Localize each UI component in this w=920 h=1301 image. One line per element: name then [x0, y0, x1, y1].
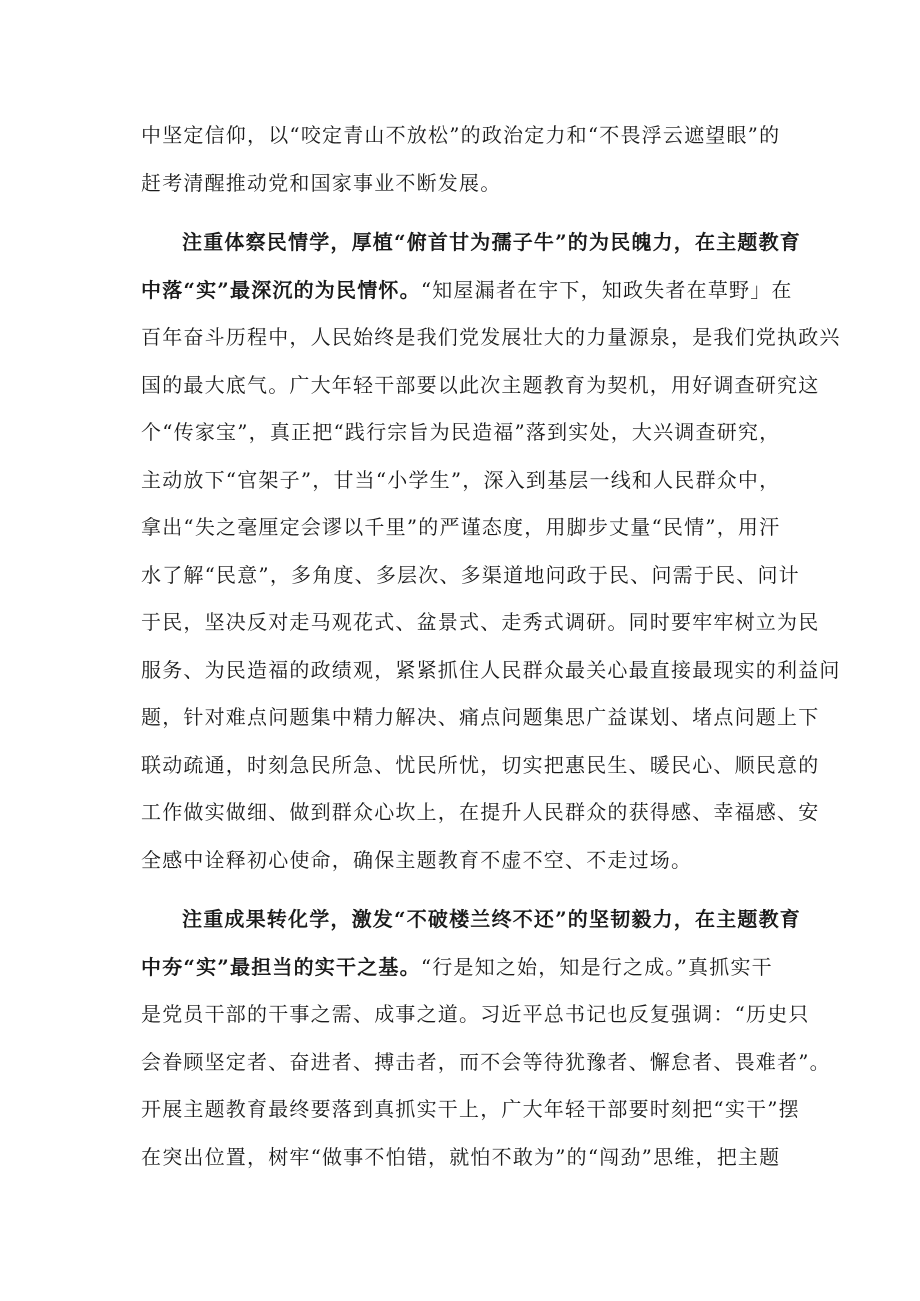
- text-line: [141, 112, 791, 160]
- text-line: [141, 504, 791, 552]
- heading-text: 中落“实”最深沉的为民情怀。: [141, 277, 421, 302]
- text-line: [141, 1086, 800, 1134]
- text-line: [141, 552, 800, 600]
- text-line: [141, 789, 820, 837]
- body-text: “知屋漏者在宇下，知政失者在草野」在: [420, 277, 793, 302]
- text-line: [141, 1039, 831, 1087]
- body-text: 个“传家宝”，真正把“践行宗旨为民造福”落到实处，大兴调查研究，: [141, 420, 781, 444]
- heading-text: 注重成果转化学，激发“不破楼兰终不还”的坚韧毅力，在主题教育: [182, 907, 802, 931]
- text-line: [141, 599, 820, 647]
- body-text: 主动放下“官架子”，甘当“小学生”，深入到基层一线和人民群众中，: [141, 467, 781, 492]
- heading-text: 注重体察民情学，厚植“俯首甘为孺子牛”的为民魄力，在主题教育: [182, 230, 802, 254]
- body-text: 拿出“失之毫厘定会谬以千里”的严谨态度，用脚步丈量“民情”，用汗: [141, 515, 781, 539]
- text-line: [141, 219, 802, 267]
- heading-text: 中夯“实”最担当的实干之基。: [141, 954, 421, 979]
- body-text: 赶考清醒推动党和国家事业不断发展。: [141, 170, 502, 195]
- body-text: 服务、为民造福的政绩观，紧紧抓住人民群众最关心最直接最现实的利益问: [141, 657, 841, 682]
- text-line: [141, 409, 791, 457]
- body-text: 是党员干部的干事之需、成事之道。习近平总书记也反复强调：“历史只: [141, 1002, 810, 1026]
- text-line: [141, 160, 791, 208]
- body-text: 百年奋斗历程中，人民始终是我们党发展壮大的力量源泉，是我们党执政兴: [141, 325, 841, 349]
- body-text: 联动疏通，时刻急民所急、忧民所忧，切实把惠民生、暖民心、顺民意的: [141, 752, 820, 777]
- body-text: 工作做实做细、做到群众心坎上，在提升人民群众的获得感、幸福感、安: [141, 800, 820, 824]
- text-line: [141, 457, 791, 505]
- paragraph: [141, 112, 791, 207]
- text-line: [141, 362, 820, 410]
- paragraph: [141, 896, 831, 1181]
- paragraph: [141, 219, 841, 884]
- text-line: [141, 837, 791, 885]
- text-line: [141, 742, 820, 790]
- body-text: 开展主题教育最终要落到真抓实干上，广大年轻干部要时刻把“实干”摆: [141, 1097, 800, 1121]
- text-line: [141, 896, 802, 944]
- body-text: 在突出位置，树牢“做事不怕错，就怕不敢为”的“闯劲”思维，把主题: [141, 1144, 781, 1169]
- body-text: 水了解“民意”，多角度、多层次、多渠道地问政于民、问需于民、问计: [141, 562, 800, 587]
- text-line: [141, 991, 810, 1039]
- body-text: 于民，坚决反对走马观花式、盆景式、走秀式调研。同时要牢牢树立为民: [141, 610, 820, 634]
- paragraph-gap: [141, 884, 791, 896]
- body-text: 会眷顾坚定者、奋进者、搏击者，而不会等待犹豫者、懈怠者、畏难者”。: [141, 1049, 831, 1074]
- text-line: [141, 314, 841, 362]
- body-text: 题，针对难点问题集中精力解决、痛点问题集思广益谋划、堵点问题上下: [141, 705, 820, 729]
- body-text: 国的最大底气。广大年轻干部要以此次主题教育为契机，用好调查研究这: [141, 372, 820, 397]
- text-line: [141, 647, 841, 695]
- body-text: 中坚定信仰，以“咬定青山不放松”的政治定力和“不畏浮云遮望眼”的: [141, 123, 781, 147]
- text-line: [141, 944, 791, 992]
- text-line: [141, 267, 791, 315]
- body-text: 全感中诠释初心使命，确保主题教育不虚不空、不走过场。: [141, 847, 693, 872]
- text-line: [141, 694, 820, 742]
- paragraph-gap: [141, 207, 791, 219]
- text-line: [141, 1134, 791, 1182]
- body-text: “行是知之始，知是行之成。”真抓实干: [420, 954, 773, 979]
- document-body: [141, 112, 841, 1181]
